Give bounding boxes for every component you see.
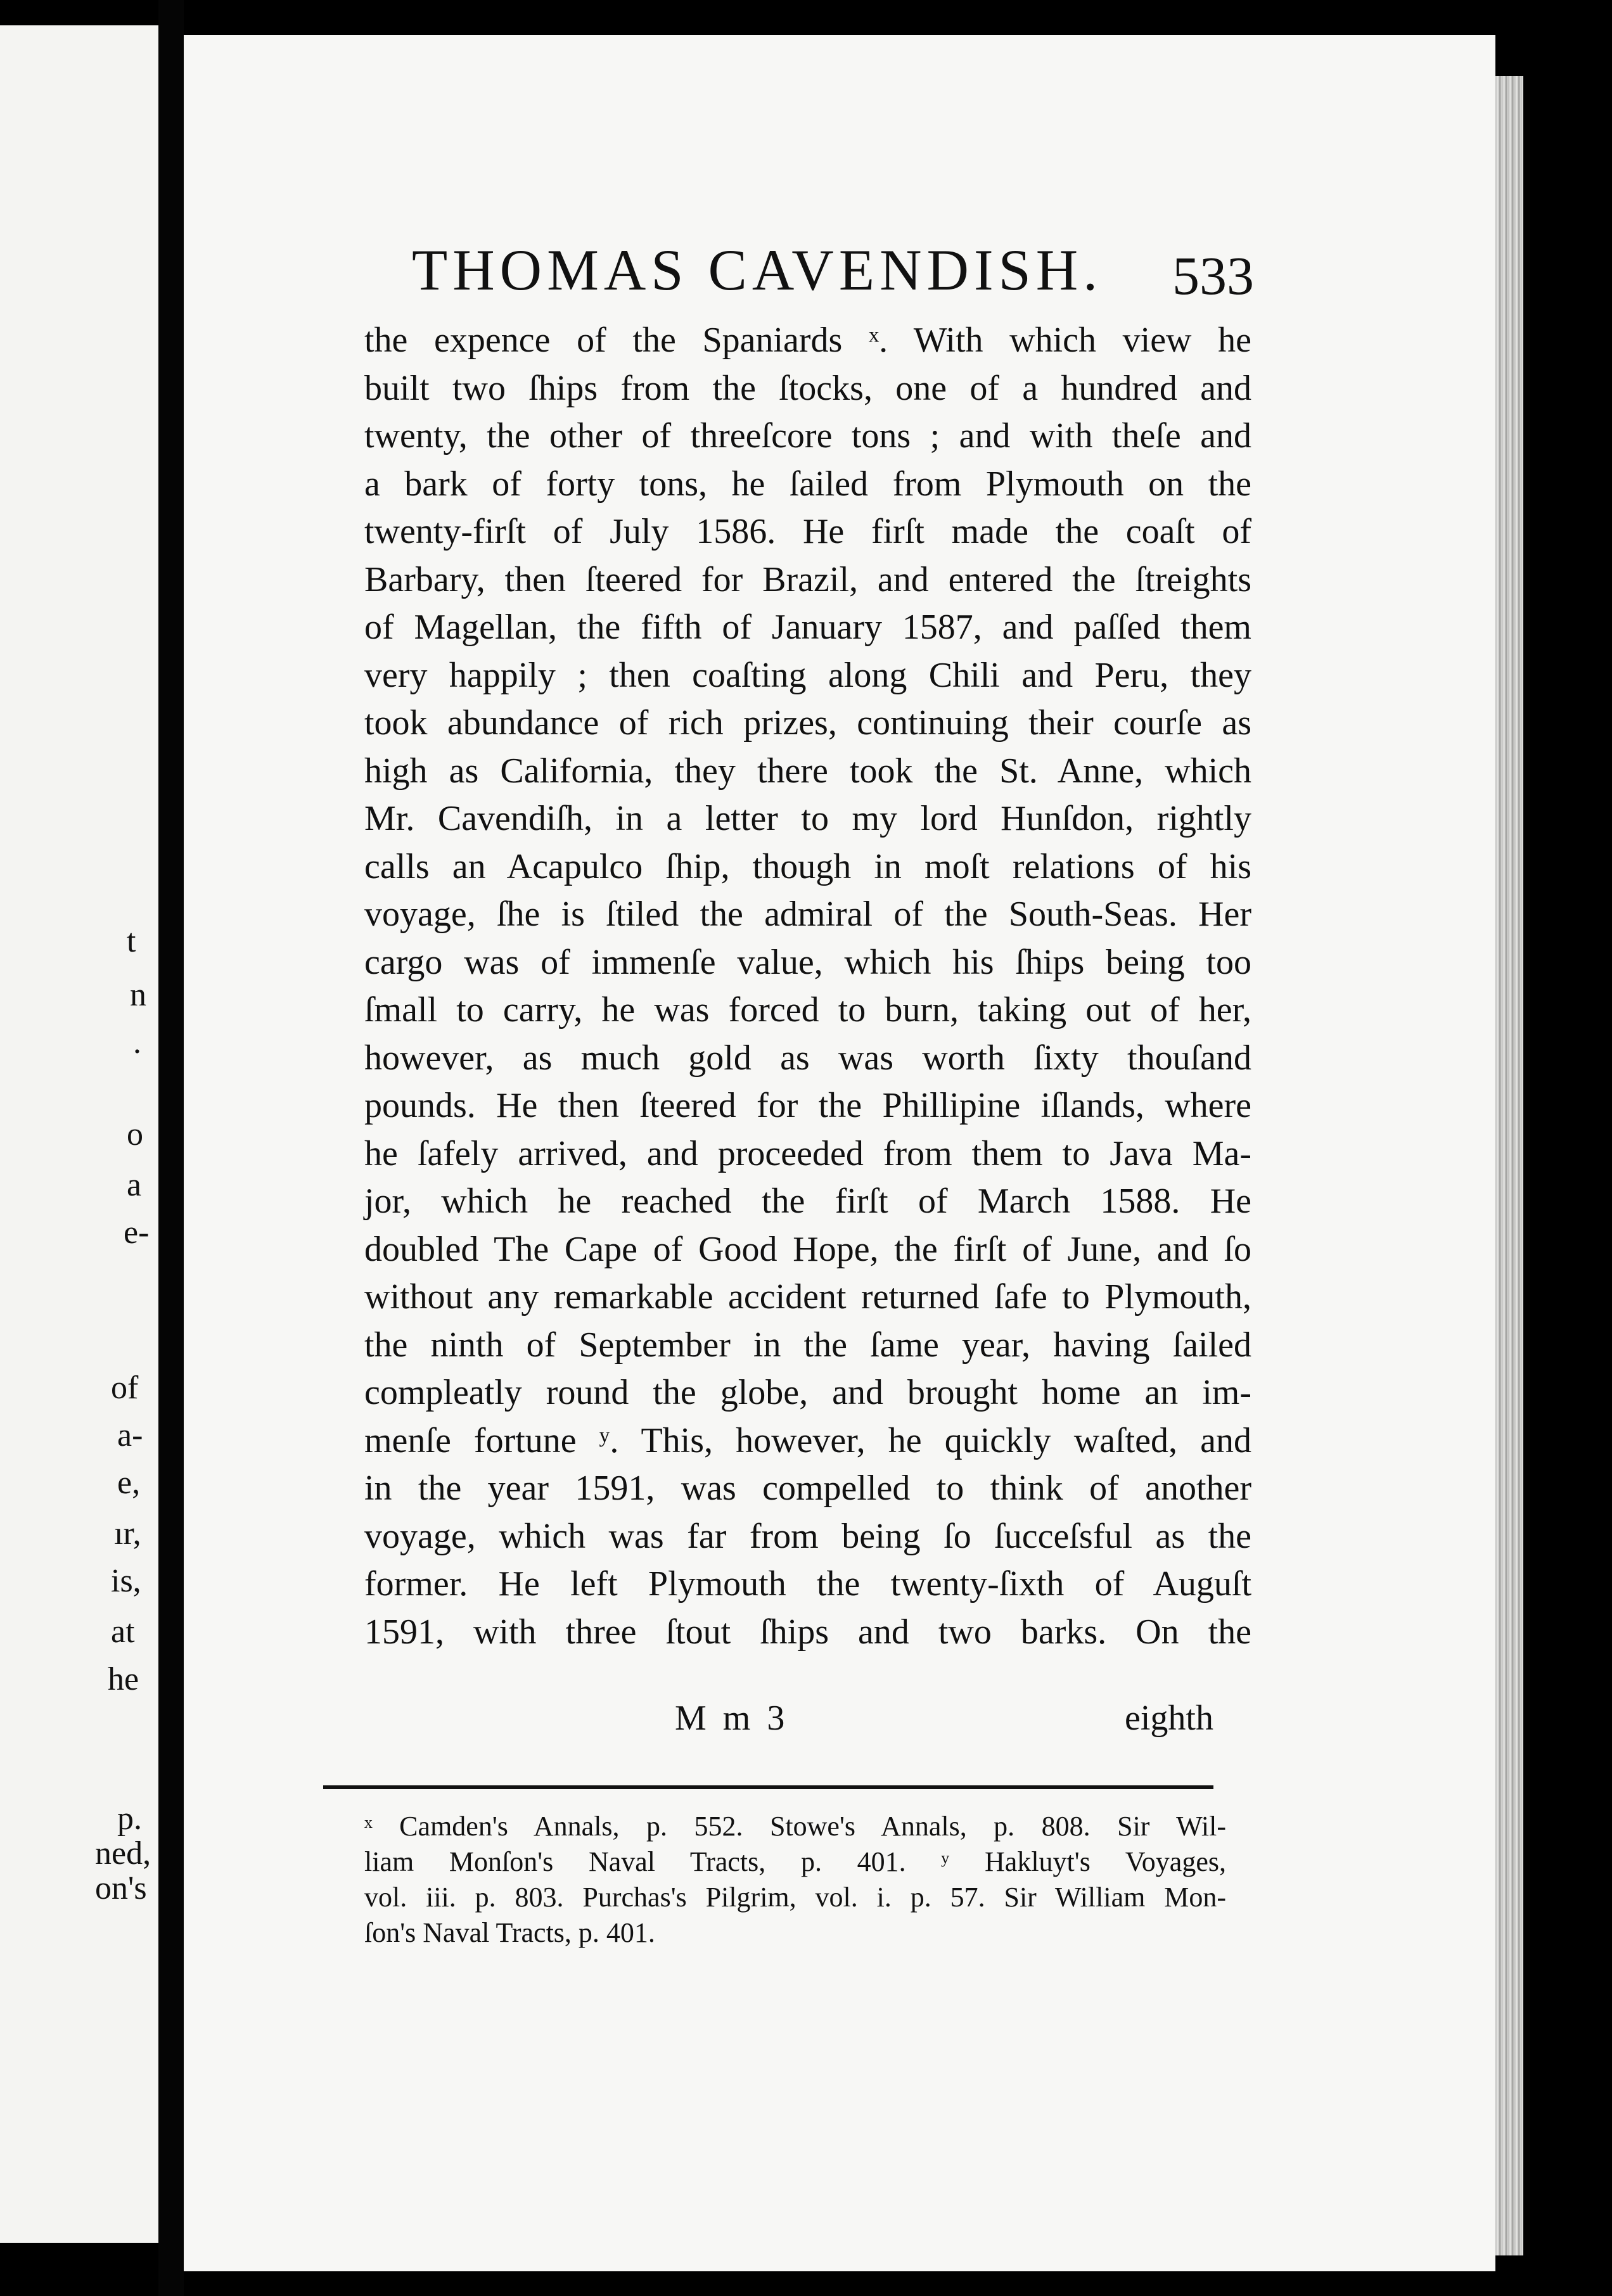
text-line: voyage, ſhe is ſtiled the admiral of the South-Seas. Her bbox=[364, 895, 1251, 934]
text-line: cargo was of immenſe value, which his ſhips being too bbox=[364, 942, 1251, 982]
catchline bbox=[364, 1698, 1213, 1749]
left-fragment: ır, bbox=[114, 1515, 141, 1552]
footnote-line: ˣ Camden's Annals, p. 552. Stowe's Annals, p. 808. Sir Wil- bbox=[364, 1811, 1226, 1842]
text-line: the ninth of September in the ſame year, having ſailed bbox=[364, 1325, 1251, 1365]
text-line: pounds. He then ſteered for the Phillipine iſlands, where bbox=[364, 1086, 1251, 1125]
text-line: Mr. Cavendiſh, in a letter to my lord Hunſdon, rightly bbox=[364, 799, 1251, 838]
text-line: doubled The Cape of Good Hope, the firſt of June, and ſo bbox=[364, 1229, 1251, 1269]
text-line: of Magellan, the fifth of January 1587, and paſſed them bbox=[364, 608, 1251, 647]
text-line: compleatly round the globe, and brought home an im- bbox=[364, 1373, 1251, 1412]
footnote-line: liam Monſon's Naval Tracts, p. 401. ʸ Hakluyt's Voyages, bbox=[364, 1846, 1226, 1877]
signature-mark: M m 3 bbox=[675, 1699, 789, 1738]
page-edges bbox=[1495, 76, 1523, 2255]
body-text bbox=[364, 317, 1251, 1656]
text-line: jor, which he reached the firſt of March 1588. He bbox=[364, 1182, 1251, 1221]
catchword: eighth bbox=[1125, 1699, 1213, 1738]
text-line: voyage, which was far from being ſo ſucceſsful as the bbox=[364, 1516, 1251, 1556]
text-line: menſe fortune ʸ. This, however, he quickly waſted, and bbox=[364, 1420, 1251, 1460]
left-fragment: he bbox=[108, 1661, 139, 1697]
left-fragment: e, bbox=[117, 1465, 141, 1501]
left-fragment: is, bbox=[111, 1563, 141, 1599]
text-line: took abundance of rich prizes, continuing their courſe as bbox=[364, 703, 1251, 743]
text-line: very happily ; then coaſting along Chili and Peru, they bbox=[364, 655, 1251, 695]
left-fragment: ned, bbox=[95, 1835, 151, 1872]
text-line: Barbary, then ſteered for Brazil, and entered the ſtreights bbox=[364, 559, 1251, 599]
text-line: former. He left Plymouth the twenty-ſixth of Auguſt bbox=[364, 1564, 1251, 1604]
footnotes bbox=[364, 1809, 1226, 1951]
text-line: 1591, with three ſtout ſhips and two barks. On the bbox=[364, 1612, 1251, 1652]
footnote-line: vol. iii. p. 803. Purchas's Pilgrim, vol. i. p. 57. Sir William Mon- bbox=[364, 1882, 1226, 1913]
text-line: in the year 1591, was compelled to think of another bbox=[364, 1469, 1251, 1508]
left-fragment: n bbox=[130, 977, 146, 1013]
left-fragment: of bbox=[111, 1370, 139, 1406]
left-fragment: t bbox=[127, 923, 136, 959]
footnote-rule bbox=[323, 1785, 1213, 1789]
text-line: ſmall to carry, he was forced to burn, taking out of her, bbox=[364, 990, 1251, 1030]
left-fragment: a bbox=[127, 1167, 142, 1203]
left-fragment: on's bbox=[95, 1870, 147, 1906]
text-line: twenty, the other of threeſcore tons ; and with theſe and bbox=[364, 416, 1251, 456]
left-fragment: e- bbox=[124, 1215, 150, 1251]
scan-background bbox=[1523, 0, 1612, 2296]
text-line: however, as much gold as was worth ſixty thouſand bbox=[364, 1038, 1251, 1078]
text-line: twenty-firſt of July 1586. He firſt made the coaſt of bbox=[364, 512, 1251, 551]
running-head: THOMAS CAVENDISH. bbox=[412, 238, 1103, 302]
left-fragment: . bbox=[133, 1024, 141, 1061]
footnote-line: ſon's Naval Tracts, p. 401. bbox=[364, 1917, 655, 1948]
page-number: 533 bbox=[1172, 245, 1254, 306]
text-line: high as California, they there took the St. Anne, which bbox=[364, 751, 1251, 791]
text-line: the expence of the Spaniards ˣ. With which view he bbox=[364, 321, 1251, 360]
text-line: without any remarkable accident returned ſafe to Plymouth, bbox=[364, 1277, 1251, 1317]
book-gutter bbox=[158, 0, 184, 2296]
left-fragment: p. bbox=[117, 1801, 142, 1837]
left-fragment: at bbox=[111, 1614, 135, 1650]
left-fragment: a- bbox=[117, 1417, 143, 1453]
text-line: calls an Acapulco ſhip, though in moſt relations of his bbox=[364, 846, 1251, 886]
left-page-edge bbox=[0, 25, 158, 2243]
text-line: built two ſhips from the ſtocks, one of a hundred and bbox=[364, 368, 1251, 408]
text-line: a bark of forty tons, he ſailed from Plymouth on the bbox=[364, 464, 1251, 504]
left-fragment: o bbox=[127, 1116, 143, 1152]
text-line: he ſafely arrived, and proceeded from them to Java Ma- bbox=[364, 1133, 1251, 1173]
